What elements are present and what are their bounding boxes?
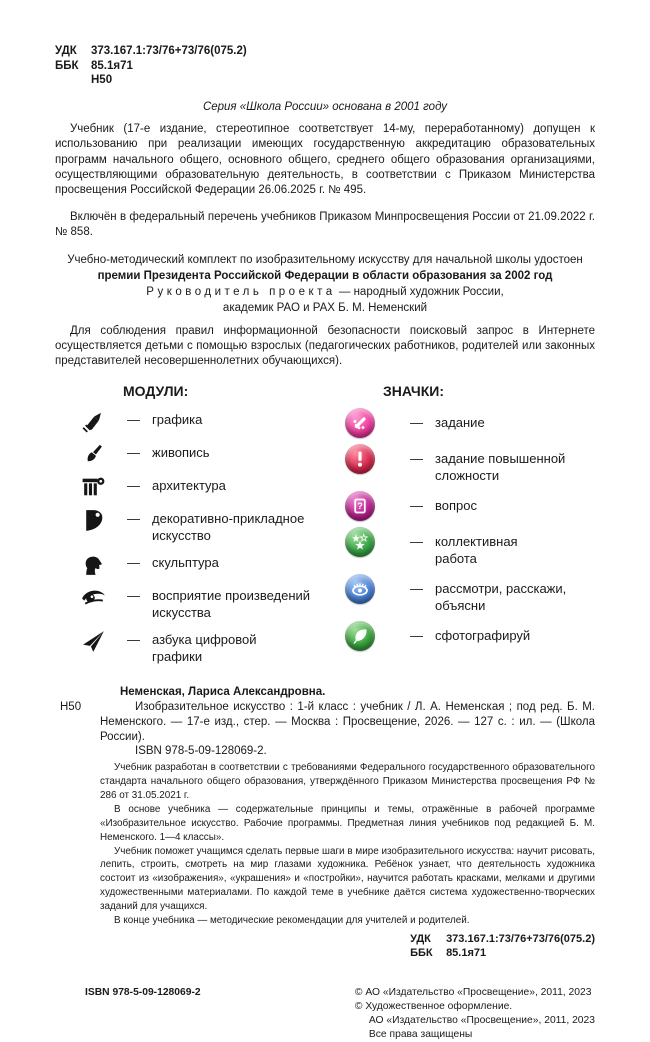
annotation-paragraph: В основе учебника — содержательные принципы и темы, отражённые в рабочей программе «Изобразительное искусство. Рабочие программы. Предметная линия учебников под редакцией Б. М. Неменского. 1—4 классы».: [100, 803, 595, 843]
pencil-icon: [80, 408, 127, 435]
udk-value: 373.167.1:73/76+73/76(075.2): [91, 45, 247, 57]
dash: —: [410, 580, 423, 596]
dash: —: [410, 451, 423, 467]
annotation-paragraph: Учебник поможет учащимся сделать первые шаги в мире изобразительного искусства: научит рисовать, лепить, строить, смотреть на мир глазами художника. Ребёнок узнает, что деятельность художника состоит из «изображения», «украшения» и «постройки», научится работать красками, мелками и другими художественными материалами. По каждой теме в учебнике даётся система художественно-творческих заданий для учащихся.: [100, 845, 595, 912]
udk-label: УДК: [55, 45, 77, 57]
question-book-badge-icon: [345, 491, 410, 521]
badge-label: задание повышенной сложности: [435, 451, 566, 484]
series-note: Серия «Школа России» основана в 2001 году: [202, 101, 448, 114]
badge-label: вопрос: [435, 498, 477, 514]
palette-badge-icon: [345, 408, 410, 438]
jug-icon: [80, 507, 127, 534]
modules-title: МОДУЛИ:: [123, 383, 189, 400]
module-row: [80, 408, 320, 435]
module-row: [80, 584, 320, 622]
federal-list-paragraph: Включён в федеральный перечень учебников Приказом Минпросвещения России от 21.09.2022 г. № 858.: [55, 211, 595, 239]
module-label: графика: [152, 412, 203, 428]
top-classification-codes: [55, 44, 595, 88]
award-block: [55, 252, 595, 316]
bibliographic-entry: [55, 685, 595, 760]
annotation-paragraph: В конце учебника — методические рекомендации для учителей и родителей.: [114, 914, 470, 926]
biblio-author-code: Н50: [60, 700, 82, 713]
dash: —: [410, 498, 423, 514]
copyright-block: [355, 986, 595, 1042]
leaf-badge-icon: [345, 621, 410, 651]
badge-row: [345, 491, 595, 521]
module-label: декоративно-прикладное искусство: [152, 511, 305, 544]
eye-badge-icon: [345, 574, 410, 604]
project-leader-line: [55, 284, 595, 300]
badge-row: [345, 621, 595, 651]
udk-row: [55, 44, 595, 59]
leader-rest: — народный художник России,: [335, 286, 504, 299]
bottom-classification-codes: [55, 932, 595, 961]
module-label: живопись: [152, 445, 210, 461]
paintbrush-icon: [80, 441, 127, 468]
module-label: азбука цифровой графики: [152, 631, 257, 664]
module-row: [80, 551, 320, 578]
dash: —: [127, 631, 140, 647]
dash: —: [410, 627, 423, 643]
bbk-value: 85.1я71: [91, 59, 133, 72]
dash: —: [127, 588, 140, 604]
modules-column: [80, 383, 320, 671]
dash: —: [127, 478, 140, 494]
leader-line2: академик РАО и РАХ Б. М. Неменский: [222, 302, 428, 315]
sculpture-head-icon: [80, 551, 127, 578]
safety-paragraph: Для соблюдения правил информационной безопасности поисковый запрос в Интернете осуществляется детьми с помощью взрослых (педагогических работников, родителей или законных представителей несовершеннолетних обучающихся).: [55, 324, 595, 368]
copyright-line: © Художественное оформление.: [354, 1001, 513, 1013]
badge-row: [345, 527, 595, 568]
bbk-label: ББК: [410, 946, 433, 959]
badge-label: сфотографируй: [435, 627, 531, 643]
dash: —: [410, 415, 423, 431]
leader-title: Руководитель проекта: [146, 286, 336, 299]
module-row: [80, 441, 320, 468]
dash: —: [410, 534, 423, 550]
udk-value: 373.167.1:73/76+73/76(075.2): [446, 932, 595, 945]
cursor-arrow-icon: [80, 628, 127, 655]
badge-label: рассмотри, расскажи, объясни: [435, 580, 567, 613]
badges-column: [320, 383, 595, 671]
approval-paragraph: Учебник (17-е издание, стереотипное соответствует 14-му, переработанному) допущен к использованию при реализации имеющих государственную аккредитацию образовательных программ начального общего, основного общего, среднего общего образования организациями, осуществляющими образовательную деятельность, в соответствии с Приказом Министерства просвещения Российской Федерации 26.06.2025 г. № 495.: [55, 123, 595, 197]
bbk-label: ББК: [55, 59, 79, 72]
annotation-block: [100, 761, 595, 927]
footer-isbn: ISBN 978-5-09-128069-2: [85, 987, 201, 999]
badges-title: ЗНАЧКИ:: [383, 383, 445, 400]
badge-row: [345, 408, 595, 438]
award-line2: премии Президента Российской Федерации в области образования за 2002 год: [97, 270, 553, 283]
module-label: скульптура: [152, 555, 219, 571]
module-label: восприятие произведений искусства: [152, 588, 311, 621]
award-line1: Учебно-методический комплект по изобразительному искусству для начальной школы удостоен: [67, 254, 583, 267]
dash: —: [127, 412, 140, 428]
legend-section: [55, 383, 595, 671]
exclamation-badge-icon: [345, 444, 410, 474]
bbk-value: 85.1я71: [446, 946, 487, 959]
module-row: [80, 507, 320, 545]
copyright-line: © АО «Издательство «Просвещение», 2011, 2023: [354, 987, 592, 999]
badge-label: задание: [435, 415, 485, 431]
svg-text:?: ?: [357, 500, 363, 511]
dash: —: [127, 511, 140, 527]
udk-label: УДК: [410, 932, 431, 945]
footer: [55, 986, 595, 1042]
module-row: [80, 474, 320, 501]
column-icon: [80, 474, 127, 501]
stars-badge-icon: [345, 527, 410, 557]
dash: —: [127, 555, 140, 571]
module-row: [80, 628, 320, 666]
badge-row: [345, 574, 595, 615]
badge-row: [345, 444, 595, 485]
dash: —: [127, 445, 140, 461]
module-label: архитектура: [152, 478, 226, 494]
biblio-author: Неменская, Лариса Александровна.: [120, 685, 326, 698]
bbk-row: [55, 59, 595, 74]
biblio-isbn: ISBN 978-5-09-128069-2.: [135, 745, 267, 758]
eye-icon: [80, 584, 127, 611]
copyright-line: АО «Издательство «Просвещение», 2011, 2023: [368, 1015, 595, 1027]
biblio-entry-text: Изобразительное искусство : 1-й класс : учебник / Л. А. Неменская ; под ред. Б. М. Неменского. — 17-е изд., стер. — Москва : Просвещение, 2026. — 127 с. : ил. — (Школа России).: [100, 700, 595, 743]
badge-label: коллективная работа: [435, 534, 518, 567]
annotation-paragraph: Учебник разработан в соответствии с требованиями Федерального государственного образовательного стандарта начального общего образования, утверждённого Приказом Министерства просвещения РФ № 286 от 31.05.2021 г.: [100, 762, 595, 802]
copyright-line: Все права защищены: [368, 1028, 473, 1040]
author-sign-code: Н50: [91, 74, 113, 87]
